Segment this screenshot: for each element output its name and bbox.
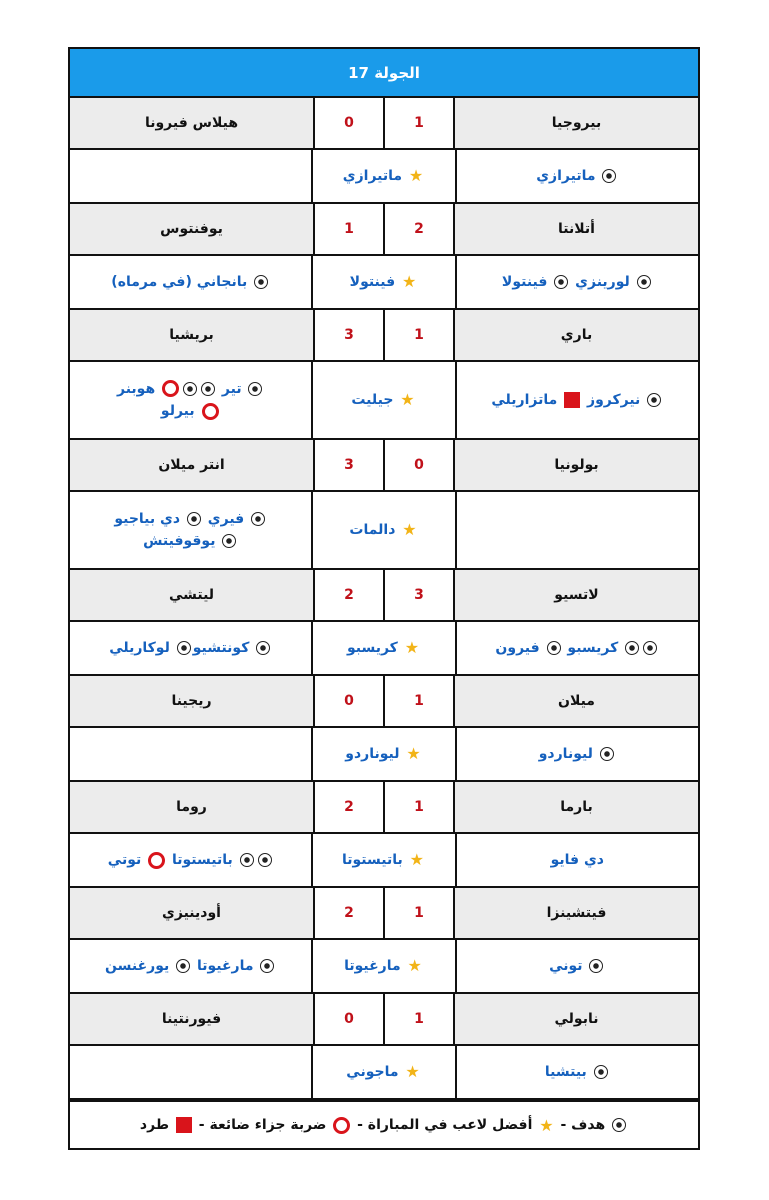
events-row [70, 150, 698, 204]
scorer: لوكاريلي [109, 639, 170, 656]
scorer: هوبنر [116, 380, 156, 397]
motm-cell [311, 256, 456, 308]
home-events [457, 834, 698, 886]
away-score: 1 [313, 204, 383, 254]
away-score: 0 [313, 676, 383, 726]
away-events [70, 834, 311, 886]
home-team: ميلان [558, 693, 595, 709]
home-team: أتلانتا [558, 221, 595, 237]
home-team: فيتشينزا [546, 905, 607, 921]
away-events [70, 492, 311, 568]
home-score: 1 [383, 310, 455, 360]
home-score: 1 [383, 994, 455, 1044]
sent-off-player: ماتزاريلي [491, 391, 558, 408]
away-team: روما [176, 799, 207, 815]
missed-penalty-icon [148, 852, 165, 869]
events-row [70, 834, 698, 888]
scorer: دي بياجيو [114, 510, 181, 527]
events-row [70, 622, 698, 676]
motm-cell [311, 1046, 456, 1098]
events-row [70, 492, 698, 570]
star-icon: ★ [405, 1062, 420, 1082]
scorer: يوقوفيتش [143, 533, 216, 549]
away-events [70, 362, 311, 438]
legend-penalty: ضربة جزاء ضائعة - [198, 1117, 327, 1133]
home-team: بولونيا [554, 457, 599, 473]
events-row [70, 362, 698, 440]
goal-icon [647, 393, 661, 407]
scorer: تير [221, 380, 242, 397]
scorer: فيرون [495, 639, 540, 656]
scorer: نيركروز [587, 391, 641, 408]
away-team: يوفنتوس [160, 221, 223, 237]
motm-cell [311, 940, 456, 992]
home-score: 3 [383, 570, 455, 620]
motm-cell [311, 362, 456, 438]
away-events [70, 150, 311, 202]
missed-penalty-icon [162, 380, 179, 397]
star-icon: ★ [404, 638, 420, 658]
scorer: ماتيرازي [536, 167, 596, 184]
away-team: هيلاس فيرونا [144, 115, 239, 131]
scorer: يورغنسن [105, 957, 170, 974]
away-team: انتر ميلان [158, 457, 225, 473]
red-card-icon [564, 392, 580, 408]
goal-icon [612, 1118, 626, 1132]
star-icon: ★ [400, 390, 415, 410]
home-score: 1 [383, 98, 455, 148]
star-icon: ★ [409, 850, 424, 870]
events-row [70, 940, 698, 994]
missed-penalty-icon [333, 1117, 350, 1134]
goal-icon [589, 959, 603, 973]
motm-cell [311, 150, 456, 202]
round-results-table [68, 47, 700, 1150]
match-row [70, 888, 698, 940]
home-events [457, 362, 698, 438]
away-score: 0 [313, 98, 383, 148]
goal-icon [594, 1065, 608, 1079]
motm-player: فينتولا [349, 273, 396, 290]
home-events [457, 940, 698, 992]
match-row [70, 204, 698, 256]
away-team: ريجينا [171, 693, 212, 709]
motm-player: مارغيوتا [344, 957, 401, 974]
away-score: 3 [313, 310, 383, 360]
goal-icon [260, 959, 274, 973]
away-events [70, 256, 311, 308]
star-icon: ★ [406, 744, 421, 764]
goal-icon [248, 382, 262, 396]
home-score: 2 [383, 204, 455, 254]
home-events [457, 728, 698, 780]
missed-penalty-icon [202, 403, 219, 420]
home-score: 0 [383, 440, 455, 490]
away-team: بريشيا [169, 327, 214, 343]
goal-icon [600, 747, 614, 761]
legend-goal: هدف - [560, 1117, 606, 1133]
events-row [70, 256, 698, 310]
star-icon: ★ [407, 956, 422, 976]
goal-icon [547, 641, 561, 655]
away-team: أودينيزي [162, 905, 221, 921]
home-team: بارما [560, 799, 593, 815]
scorer: بيتشيا [544, 1063, 587, 1080]
scorer: بانجاني (في مرماه) [111, 273, 248, 290]
legend-red-card: طرد [139, 1117, 170, 1133]
goal-icon [177, 641, 191, 655]
scorer: كونتشيو [192, 639, 250, 656]
away-events [70, 1046, 311, 1098]
away-team: ليتشي [168, 587, 215, 603]
goal-icon [643, 641, 657, 655]
goal-icon [183, 382, 197, 396]
match-row [70, 570, 698, 622]
events-row [70, 1046, 698, 1100]
goal-icon [625, 641, 639, 655]
away-score: 2 [313, 888, 383, 938]
goal-icon [254, 275, 268, 289]
scorer: توني [549, 957, 583, 974]
goal-icon [637, 275, 651, 289]
away-score: 0 [313, 994, 383, 1044]
match-row [70, 676, 698, 728]
scorer: لورينزي [575, 273, 630, 290]
motm-cell [311, 492, 456, 568]
player: بيرلو [160, 403, 195, 419]
motm-player: جيليت [351, 391, 394, 408]
star-icon: ★ [402, 272, 417, 292]
star-icon: ★ [539, 1115, 554, 1135]
match-row [70, 440, 698, 492]
legend-motm: أفضل لاعب في المباراة - [357, 1117, 533, 1133]
goal-icon [554, 275, 568, 289]
motm-cell [311, 834, 456, 886]
star-icon: ★ [408, 166, 424, 186]
away-score: 2 [313, 782, 383, 832]
motm-player: دالمات [349, 521, 396, 538]
home-team: نابولي [554, 1011, 599, 1027]
round-title: الجولة 17 [70, 49, 698, 98]
match-row [70, 994, 698, 1046]
home-score: 1 [383, 888, 455, 938]
match-row [70, 782, 698, 834]
motm-player: ليوناردو [345, 745, 400, 762]
events-row [70, 728, 698, 782]
home-events [457, 492, 698, 568]
home-events [457, 622, 698, 674]
away-events [70, 728, 311, 780]
scorer: باتيستوتا [172, 851, 233, 868]
goal-icon [258, 853, 272, 867]
goal-icon [187, 512, 201, 526]
goal-icon [256, 641, 270, 655]
goal-icon [251, 512, 265, 526]
home-events [457, 1046, 698, 1098]
away-score: 2 [313, 570, 383, 620]
motm-cell [311, 622, 456, 674]
scorer: مارغيوتا [196, 957, 254, 974]
scorer: كريسبو [567, 639, 619, 656]
home-events [457, 150, 698, 202]
away-score: 3 [313, 440, 383, 490]
red-card-icon [176, 1117, 192, 1133]
motm-player: باتيستوتا [342, 851, 403, 868]
home-score: 1 [383, 676, 455, 726]
motm-player: كريسبو [346, 639, 398, 656]
goal-icon [240, 853, 254, 867]
home-team: لاتسيو [554, 587, 599, 603]
away-events [70, 622, 311, 674]
legend [70, 1100, 698, 1148]
home-score: 1 [383, 782, 455, 832]
motm-player: ماجوني [346, 1063, 399, 1080]
motm-player: ماتيرازي [342, 167, 403, 184]
away-team: فيورنتينا [161, 1011, 222, 1027]
home-events [457, 256, 698, 308]
scorer: ليوناردو [538, 745, 593, 762]
scorer: فينتولا [501, 273, 548, 290]
match-row [70, 310, 698, 362]
away-events [70, 940, 311, 992]
player: توتي [107, 851, 142, 868]
motm-cell [311, 728, 456, 780]
goal-icon [201, 382, 215, 396]
goal-icon [176, 959, 190, 973]
star-icon: ★ [402, 520, 417, 540]
scorer: فيري [207, 510, 245, 527]
goal-icon [602, 169, 616, 183]
home-team: بيروجيا [551, 115, 602, 131]
goal-icon [222, 534, 236, 548]
player: دي فايو [550, 851, 604, 868]
home-team: باري [560, 327, 593, 343]
match-row [70, 98, 698, 150]
